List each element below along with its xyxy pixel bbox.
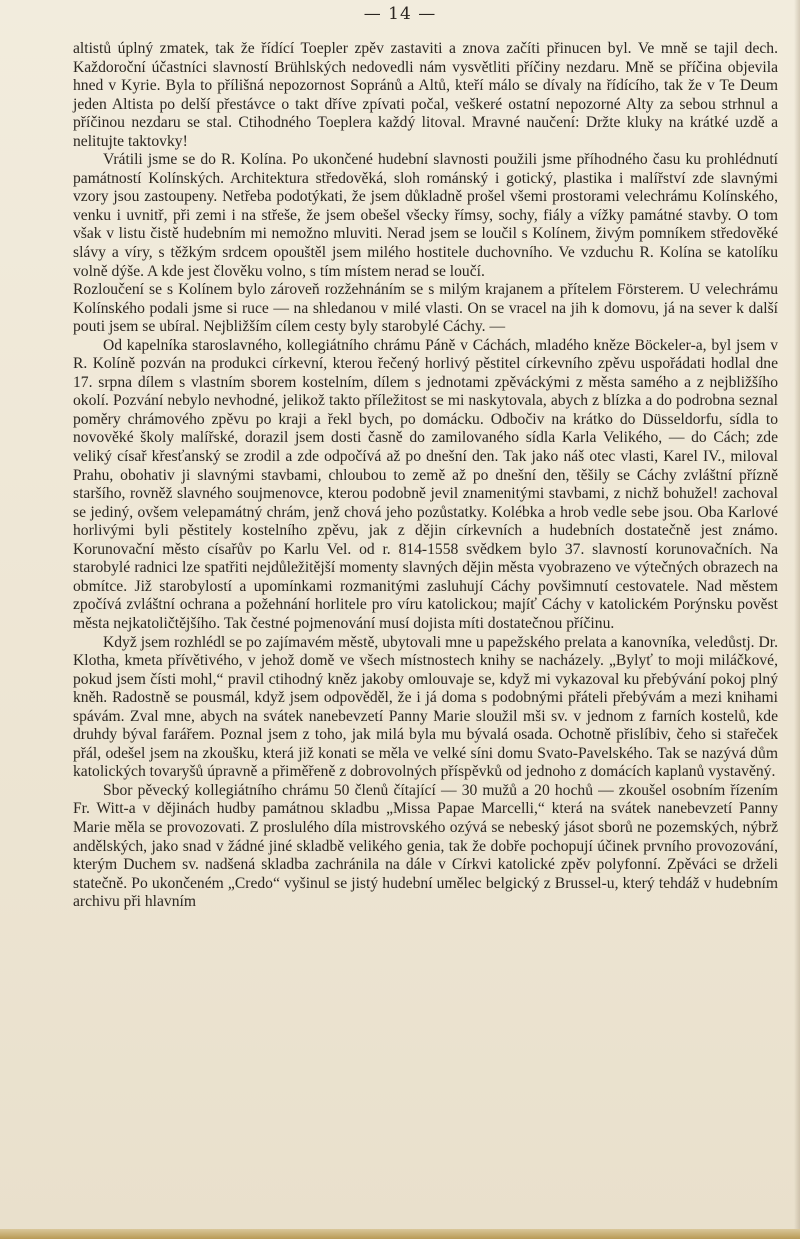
paragraph: Když jsem rozhlédl se po zajímavém městě, ubytovali mne u papežského prelata a kanovníka, veledůstj. Dr. Klotha, kmeta přívětivého, v jehož domě ve všech místnostech knihy se nacházely. „Bylyť to moji miláčkové, pokud jsem čísti mohl,“ pravil ctihodný kněz jakoby omlouvaje se, když mi vykazoval ku přebývání pokoj plný kněh. Radostně se pousmál, když jsem odpověděl, že i já doma s podobnými přáteli přebývám a mezi knihami spávám. Zval mne, abych na svátek nanebevzetí Panny Marie sloužil mši sv. v jednom z farních kostelů, kde druhdy býval farářem. Poznal jsem z toho, jak milá byla mu bývalá osada. Ochotně přislíbiv, čeho si stařeček přál, odešel jsem na zkoušku, která již konati se měla ve velké síni domu Svato-Pavelského. Tak se nazývá dům katolických tovaryšů úpravně a přiměřeně z dobrovolných příspěvků od jednoho z domácích kaplanů vystavěný. — [73, 633, 778, 781]
page-number: — 14 — — [363, 4, 437, 24]
paragraph: Od kapelníka staroslavného, kollegiátního chrámu Páně v Cáchách, mladého kněze Böckeler-a, byl jsem v R. Kolíně pozván na produkci církevní, kterou řečený horlivý pěstitel církevního zpěvu uspořádati hodlal dne 17. srpna dílem s vlastním sborem kostelním, dílem s jednotami zpěváckými z města samého a z nejbližšího okolí. Pozvání nebylo nevhodné, jelikož takto příležitost se mi naskytovala, abych z blízka a do podrobna seznal poměry chrámového zpěvu po kraji a řekl bych, po domácku. Odbočiv na krátko do Düsseldorfu, sídla to novověké školy malířské, dorazil jsem dosti časně do zamilovaného sídla Karla Velikého, — do Cách; zde veliký císař křesťanský se zrodil a zde odpočívá až po dnešní den. Tak jako náš otec vlasti, Karel IV., miloval Prahu, obohativ ji slavnými stavbami, chloubou to země až po dnešní den, těšily se Cáchy zvláštní přízně staršího, rovněž slavného soujmenovce, kterou podobně jevil znamenitými stavbami, z nichž bohužel! zachoval se jediný, ovšem velepamátný chrám, jenž chová jeho pozůstatky. Kolébka a hrob vedle sebe jsou. Oba Karlové horlivými byli pěstitely kostelního zpěvu, jak z dějin církevních a hudebních dostatečně jest známo. Korunovační město císařův po Karlu Vel. od r. 814-1558 svědkem bylo 37. slavností korunovačních. Na starobylé radnici lze spatřiti nejdůležitější momenty slavných dějin města vyobrazeno ve výtečných obrazech na obmítce. Již starobylostí a upomínkami rozmanitými zasluhují Cáchy povšimnutí cestovatele. Nad městem zpočívá zvláštní ochrana a požehnání horlitele pro víru katolickou; majíť Cáchy v katolickém Porýnsku pověst města nejkatoličtějšího. Tak čestné pojmenování musí dojista míti dostatečnou příčinu. — [73, 336, 778, 632]
paragraph: altistů úplný zmatek, tak že řídící Toepler zpěv zastaviti a znova začíti přinucen byl. Ve mně se tajil dech. Každoroční účastníci slavností Brühlských nedovedli nám vysvětliti příčiny nezdaru. Mně se příčina objevila hned v Kyrie. Byla to přílišná nepozornost Sopránů a Altů, kteří málo se dívaly na řídícího, tak že v Te Deum jeden Altista po delší přestávce o takt dříve zpívati počal, veškeré ostatní nepozorné Alty za sebou strhnul a příčinou nezdaru se stal. Ctihodného Toeplera každý litoval. Mravné naučení: Držte kluky na krátké uzdě a nelitujte taktovky! — [73, 40, 778, 150]
paragraph: Sbor pěvecký kollegiátního chrámu 50 členů čítající — 30 mužů a 20 hochů — zkoušel osobním řízením Fr. Witt-a v dějinách hudby památnou skladbu „Missa Papae Marcelli,“ která na svátek nanebevzetí Panny Marie měla se provozovati. Z proslulého díla mistrovského ozývá se nebeský jásot sborů ne pozemských, nýbrž andělských, jako snad v žádné jiné skladbě velikého genia, tak že dobře pochopují účinek prvního provozování, kterým Duchem sv. nadšená skladba zachránila na dále v Církvi katolické zpěv polyfonní. Zpěváci se drželi statečně. Po ukončeném „Credo“ vyšinul se jistý hudební umělec belgický z Brussel-u, který tehdáž v hudebním archivu při hlavním — [73, 781, 778, 911]
paragraph: Vrátili jsme se do R. Kolína. Po ukončené hudební slavnosti použili jsme příhodného času ku prohlédnutí památností Kolínských. Architektura středověká, sloh románský i gotický, plastika i malířství zde slavnými vzory jsou zastoupeny. Netřeba podotýkati, že jsem důkladně prošel všemi prostorami velechrámu Kolínského, venku i uvnitř, při zemi i na střeše, že jsem obešel všecky římsy, sochy, fiály a vížky památné stavby. O tom však v listu čistě hudebním mi nemožno mluviti. Nerad jsem se loučil s Kolínem, živým pomníkem středověké slávy a víry, s těžkým srdcem opouštěl jsem milého hostitele duchovního. Ve vzduchu R. Kolína se katolíku volně dýše. A kde jest člověku volno, s tím místem nerad se loučí. — [73, 151, 778, 280]
paragraph: Rozloučení se s Kolínem bylo zároveň rozžehnáním se s milým krajanem a přítelem Försterem. U velechrámu Kolínského podali jsme si ruce — na shledanou v milé vlasti. On se vracel na jih k domovu, já na sever k další pouti jsem se ubíral. Nejbližším cílem cesty byly starobylé Cáchy. — — [73, 281, 778, 336]
page-bottom-edge — [0, 1229, 800, 1239]
body-text — [73, 40, 778, 912]
page-edge-shadow — [794, 0, 800, 1239]
